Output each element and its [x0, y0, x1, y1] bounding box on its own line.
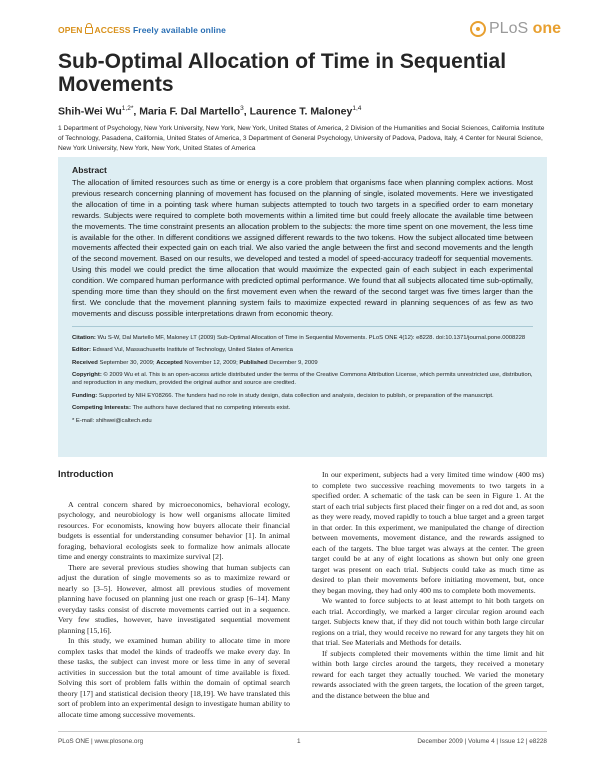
abstract-text: The allocation of limited resources such as time or energy is a core problem that organisms face when planning complex actions. Most previous research concerning planning of movement has focused on the planning of single, isolated movements. Here we investigated the allocation of time in a pointing task where human subjects attempted to touch two targets in a specified order to earn monetary rewards. Subjects were required to complete both movements within a limited time but could freely allocate the available time between the movements. The time constraint presents an allocation problem to the subjects: the more time spent on one movement, the less time is available for the other. In different conditions we assigned different rewards to the two tokens. How the subject allocated time between movements affected their expected gain on each trial. We also varied the angle between the first and second movements and the length of the second movement. Based on our results, we developed and tested a model of speed-accuracy tradeoff for sequential movements. Using this model we could predict the time allocation that would maximize the expected gain of each subject in each experimental condition. We compared human performance with predicted optimal performance. We found that all subjects allocated time sub-optimally, spending more time than they should on the first movement even when the reward of the second target was five times larger than the first. We conclude that the movement planning system fails to maximize expected reward in planning sequences of as few as two movements and discuss possible interpretations drawn from economic theory.: [72, 178, 533, 318]
freely-available-label: Freely available online: [133, 25, 227, 35]
competing-interests: Competing Interests: The authors have declared that no competing interests exist.: [72, 405, 291, 412]
email: * E-mail: shihwei@caltech.edu: [72, 417, 152, 424]
abstract-box: [58, 157, 547, 457]
author-affiliation-marker: 3: [240, 105, 244, 112]
corresponding-author-marker: *: [130, 105, 134, 112]
journal-name: PLoS one: [489, 20, 562, 37]
body-paragraph: In our experiment, subjects had a very limited time window (400 ms) to complete two successive reaching movements to two targets in a specified order. A schematic of the task can be seen in Figure 1. At the start of each trial subjects first placed their finger on a red dot and, as soon as they were ready, moved rapidly to touch a blue target and a green target in that order. In this experiment, we manipulated the change of direction between movements, movement distance, and the rewards assigned to each of the targets. The blue target was always at the center. The green target could be at any of eight locations as shown but only one green target was present on each trial. Subjects could take as much time as desired to plan their movements before initiating movement, but, once they began moving, they had only 400 ms to complete both movements.: [312, 470, 544, 595]
body-paragraph: A central concern shared by microeconomics, behavioral ecology, psychology, and neurobiology is how well organisms allocate limited resources. For economists, knowing how buyers allocate their financial budgets is essential for understanding consumer behavior [1]. In animal foraging, behavioral ecologists seek to formalize how animals allocate time and energy constraints to maximize survival [2].: [58, 499, 290, 561]
body-paragraph: There are several previous studies showing that human subjects can adjust the duration of single movements so as to maximize reward or nearly so [3–5]. However, almost all previous studies of movement planning have focused on planning just one reach or grasp [6–14]. Many everyday tasks consist of discrete movements carried out in a sequence. Very few studies, however, have investigated sequential movement planning [15,16].: [58, 562, 290, 635]
footer-issue: December 2009 | Volume 4 | Issue 12 | e8228: [417, 738, 547, 745]
author-affiliation-marker: 1,2: [121, 105, 131, 112]
copyright: Copyright: © 2009 Wu et al. This is an open-access article distributed under the terms of the Creative Commons Attribution License, which permits unrestricted use, distribution, and reproduction in any medium, provided the original author and source are credited.: [72, 372, 533, 387]
footer-journal: PLoS ONE | www.plosone.org: [58, 738, 144, 745]
open-lock-icon: [85, 27, 93, 34]
email-link[interactable]: shihwei@caltech.edu: [95, 417, 152, 424]
author-name: Laurence T. Maloney: [249, 105, 353, 118]
access-label: ACCESS: [94, 25, 131, 35]
abstract-divider: [72, 326, 533, 327]
page-number: 1: [297, 738, 301, 745]
open-access-banner: [58, 25, 226, 35]
author-separator: ,: [133, 105, 140, 118]
author-name: Maria F. Dal Martello: [139, 105, 241, 118]
body-left-column: [58, 470, 290, 720]
abstract-heading: Abstract: [72, 165, 107, 175]
author-name: Shih-Wei Wu: [58, 105, 122, 118]
introduction-heading: Introduction: [58, 469, 114, 480]
author-separator: ,: [243, 105, 250, 118]
footer-divider: [58, 731, 547, 732]
author-list: [58, 105, 361, 118]
journal-logo: [470, 20, 561, 38]
body-paragraph: We wanted to force subjects to at least attempt to hit both targets on each trial. Accordingly, we marked a larger circular region around each target. Subjects knew that, if they did not touch within both large circular regions on a trial, they would receive no reward for any targets they hit on that trial. See Materials and Methods for details.: [312, 596, 544, 647]
dates: Received September 30, 2009; Accepted November 12, 2009; Published December 9, 2009: [72, 359, 318, 366]
open-access-label: OPEN: [58, 25, 83, 35]
plos-logo-icon: [470, 21, 486, 37]
funding: Funding: Supported by NIH EY08266. The funders had no role in study design, data collection and analysis, decision to publish, or preparation of the manuscript.: [72, 392, 494, 399]
body-paragraph: If subjects completed their movements within the time limit and hit within both large circles around the targets, they received a monetary reward for each target they actually touched. We varied the monetary rewards associated with the green targets, the location of the green target, and the distance between the blue and: [312, 648, 544, 700]
article-title: Sub-Optimal Allocation of Time in Sequential Movements: [58, 50, 507, 96]
author-affiliation-marker: 1,4: [352, 105, 362, 112]
citation: Citation: Wu S-W, Dal Martello MF, Maloney LT (2009) Sub-Optimal Allocation of Time in Sequential Movements. PLoS ONE 4(12): e8228. doi:10.1371/journal.pone.0008228: [72, 334, 526, 341]
body-paragraph: In this study, we examined human ability to allocate time in more complex tasks that model the kinds of tradeoffs we make every day. In these tasks, the subject can invest more or less time in any of several activities in succession but the total amount of time available is fixed. Solving this sort of problem falls within the domain of optimal search theory [17] and statistical decision theory [18,19]. We have translated this sort of problem into an experimental design to investigate human ability to allocate time among successive movements.: [58, 636, 290, 719]
editor: Editor: Edward Vul, Massachusetts Institute of Technology, United States of America: [72, 347, 293, 354]
affiliations: 1 Department of Psychology, New York University, New York, New York, United States of America, 2 Division of the Humanities and Social Sciences, California Institute of Technology, Pasadena, California, United States of America, 3 Department of General Psychology, University of Padova, Padova, Italy, 4 Center for Neural Science, New York University, New York, New York, United States of America: [58, 125, 545, 152]
body-right-column: [312, 470, 544, 701]
